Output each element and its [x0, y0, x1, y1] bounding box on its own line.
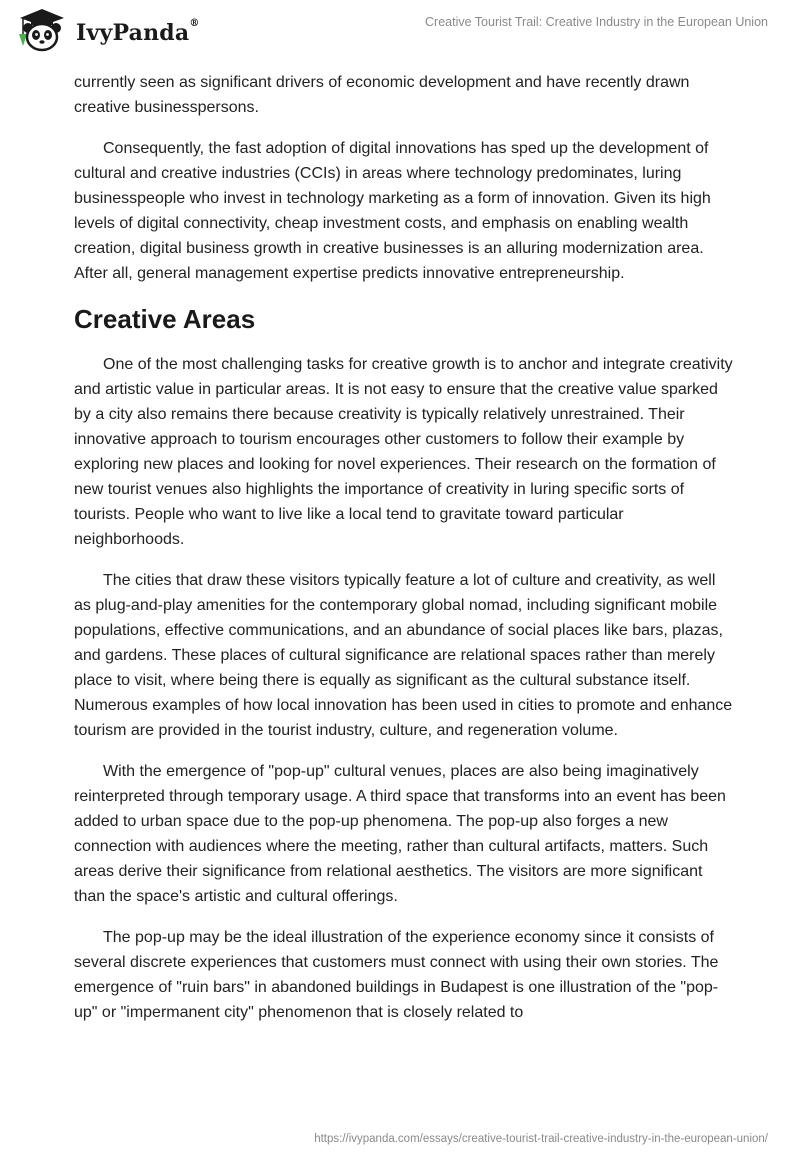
ivypanda-logo[interactable]: [14, 6, 214, 56]
essay-body: [74, 70, 734, 1041]
panda-graduate-icon: [14, 6, 70, 52]
source-url-link[interactable]: https://ivypanda.com/essays/creative-tourist-trail-creative-industry-in-the-european-union/: [314, 1133, 768, 1145]
paragraph: currently seen as significant drivers of economic development and have recently drawn creative businesspersons.: [74, 74, 690, 116]
logo-text: IvyPanda®: [76, 18, 200, 46]
section-heading: Creative Areas: [74, 304, 256, 334]
page-header: [0, 0, 800, 64]
paragraph: One of the most challenging tasks for creative growth is to anchor and integrate creativity and artistic value in particular areas. It is not easy to ensure that the creative value sparked by a city also remains there because creativity is typically relatively unrestrained. Their innovative approach to tourism encourages other customers to follow their example by exploring new places and looking for novel experiences. Their research on the formation of new tourist venues also highlights the importance of creativity in luring specific sorts of tourists. People who want to live like a local tend to gravitate toward particular neighborhoods.: [74, 356, 733, 548]
document-title: Creative Tourist Trail: Creative Industry in the European Union: [425, 15, 768, 29]
paragraph: The pop-up may be the ideal illustration of the experience economy since it consists of several discrete experiences that customers must connect with using their own stories. The emergence of "ruin bars" in abandoned buildings in Budapest is one illustration of the "pop-up" or "impermanent city" phenomenon that is closely related to: [74, 929, 719, 1021]
paragraph: With the emergence of "pop-up" cultural venues, places are also being imaginatively reinterpreted through temporary usage. A third space that transforms into an event has been added to urban space due to the pop-up phenomena. The pop-up also forges a new connection with audiences where the meeting, rather than cultural artifacts, matters. Such areas derive their significance from relational aesthetics. The visitors are more significant than the space's artistic and cultural offerings.: [74, 763, 726, 905]
paragraph: Consequently, the fast adoption of digital innovations has sped up the development of cultural and creative industries (CCIs) in areas where technology predominates, luring businesspeople who invest in technology marketing as a form of innovation. Given its high levels of digital connectivity, cheap investment costs, and emphasis on enabling wealth creation, digital business growth in creative businesses is an alluring modernization area. After all, general management expertise predicts innovative entrepreneurship.: [74, 140, 711, 282]
paragraph: The cities that draw these visitors typically feature a lot of culture and creativity, as well as plug-and-play amenities for the contemporary global nomad, including significant mobile populations, effective communications, and an abundance of social places like bars, plazas, and gardens. These places of cultural significance are relational spaces rather than merely place to visit, where being there is equally as significant as the cultural substance itself. Numerous examples of how local innovation has been used in cities to promote and enhance tourism are provided in the tourist industry, culture, and regeneration volume.: [74, 572, 733, 739]
